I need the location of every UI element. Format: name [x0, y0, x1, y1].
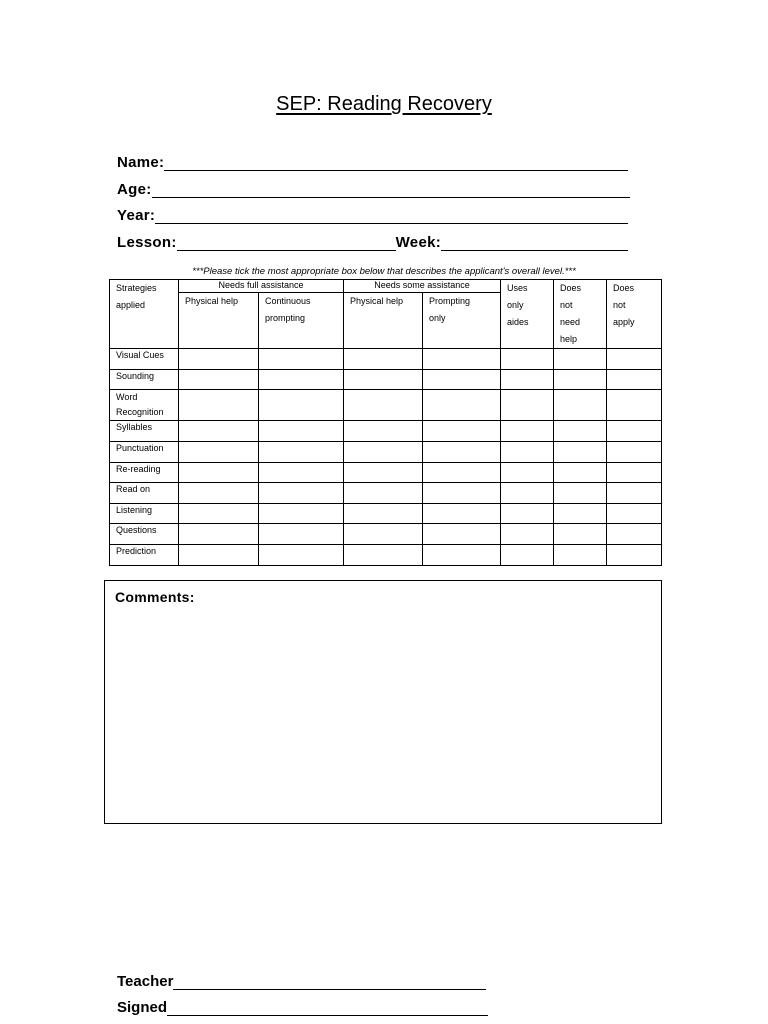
tick-box[interactable]: [501, 442, 554, 463]
table-row: [110, 390, 662, 421]
name-label: Name:: [117, 154, 165, 171]
header-needs-some-assistance: Needs some assistance: [344, 280, 501, 293]
tick-box[interactable]: [344, 524, 423, 545]
table-row: [110, 483, 662, 504]
tick-box[interactable]: [607, 442, 662, 463]
tick-box[interactable]: [423, 421, 501, 442]
strategy-label: Re-reading: [110, 463, 179, 483]
tick-box[interactable]: [554, 442, 607, 463]
tick-box[interactable]: [179, 463, 259, 483]
lesson-week-field[interactable]: [117, 231, 628, 251]
tick-box[interactable]: [259, 545, 344, 566]
tick-box[interactable]: [259, 421, 344, 442]
comments-box[interactable]: [104, 580, 662, 824]
tick-box[interactable]: [554, 463, 607, 483]
tick-box[interactable]: [423, 463, 501, 483]
tick-box[interactable]: [554, 370, 607, 390]
tick-box[interactable]: [259, 524, 344, 545]
strategy-label: Prediction: [110, 545, 179, 566]
tick-box[interactable]: [259, 390, 344, 421]
tick-box[interactable]: [259, 463, 344, 483]
age-line[interactable]: [152, 181, 630, 198]
tick-box[interactable]: [607, 349, 662, 370]
tick-box[interactable]: [554, 483, 607, 504]
header-needs-full-assistance: Needs full assistance: [179, 280, 344, 293]
tick-box[interactable]: [259, 349, 344, 370]
tick-box[interactable]: [554, 524, 607, 545]
tick-box[interactable]: [344, 390, 423, 421]
header-does-not-need-help: Does not need help: [554, 280, 607, 349]
header-prompting-only: Prompting only: [423, 292, 501, 348]
signed-label: Signed: [117, 999, 168, 1016]
strategy-table: [109, 279, 662, 566]
tick-box[interactable]: [179, 442, 259, 463]
tick-box[interactable]: [501, 463, 554, 483]
teacher-label: Teacher: [117, 973, 174, 990]
week-line[interactable]: [441, 234, 628, 251]
tick-box[interactable]: [501, 421, 554, 442]
tick-box[interactable]: [607, 524, 662, 545]
table-row: [110, 524, 662, 545]
tick-box[interactable]: [423, 545, 501, 566]
tick-box[interactable]: [501, 349, 554, 370]
tick-box[interactable]: [344, 370, 423, 390]
strategy-label: Read on: [110, 483, 179, 504]
tick-box[interactable]: [423, 390, 501, 421]
strategy-label: Word Recognition: [110, 390, 179, 421]
tick-box[interactable]: [179, 504, 259, 524]
tick-box[interactable]: [607, 463, 662, 483]
instruction-text: ***Please tick the most appropriate box below that describes the applicant's overall level.***: [192, 266, 576, 277]
tick-box[interactable]: [554, 421, 607, 442]
header-does-not-apply: Does not apply: [607, 280, 662, 349]
teacher-field[interactable]: [117, 970, 486, 990]
tick-box[interactable]: [344, 421, 423, 442]
header-continuous-prompting: Continuous prompting: [259, 292, 344, 348]
header-physical-help-full: Physical help: [179, 292, 259, 348]
signed-line[interactable]: [167, 999, 488, 1016]
strategy-label: Syllables: [110, 421, 179, 442]
tick-box[interactable]: [179, 524, 259, 545]
tick-box[interactable]: [423, 504, 501, 524]
tick-box[interactable]: [423, 349, 501, 370]
tick-box[interactable]: [344, 504, 423, 524]
name-line[interactable]: [164, 154, 628, 171]
page-title: SEP: Reading Recovery: [276, 93, 492, 115]
year-label: Year:: [117, 207, 156, 224]
lesson-label: Lesson:: [117, 234, 177, 251]
tick-box[interactable]: [501, 390, 554, 421]
tick-box[interactable]: [259, 504, 344, 524]
strategy-label: Listening: [110, 504, 179, 524]
tick-box[interactable]: [179, 390, 259, 421]
table-row: [110, 370, 662, 390]
table-row: [110, 463, 662, 483]
tick-box[interactable]: [423, 483, 501, 504]
tick-box[interactable]: [607, 390, 662, 421]
year-line[interactable]: [155, 207, 628, 224]
tick-box[interactable]: [607, 421, 662, 442]
name-field[interactable]: [117, 151, 628, 171]
tick-box[interactable]: [259, 442, 344, 463]
header-uses-only-aides: Uses only aides: [501, 280, 554, 349]
tick-box[interactable]: [554, 504, 607, 524]
strategy-label: Visual Cues: [110, 349, 179, 370]
table-row: [110, 349, 662, 370]
header-strategies: Strategies applied: [110, 280, 179, 349]
tick-box[interactable]: [501, 504, 554, 524]
tick-box[interactable]: [344, 463, 423, 483]
tick-box[interactable]: [179, 483, 259, 504]
tick-box[interactable]: [607, 545, 662, 566]
strategy-label: Questions: [110, 524, 179, 545]
strategy-label: Punctuation: [110, 442, 179, 463]
tick-box[interactable]: [179, 421, 259, 442]
lesson-line[interactable]: [177, 234, 396, 251]
tick-box[interactable]: [344, 545, 423, 566]
age-field[interactable]: [117, 178, 630, 198]
tick-box[interactable]: [501, 370, 554, 390]
year-field[interactable]: [117, 204, 628, 224]
tick-box[interactable]: [501, 545, 554, 566]
tick-box[interactable]: [607, 483, 662, 504]
tick-box[interactable]: [344, 349, 423, 370]
table-row: [110, 442, 662, 463]
tick-box[interactable]: [423, 370, 501, 390]
tick-box[interactable]: [344, 442, 423, 463]
week-label: Week:: [395, 234, 442, 251]
age-label: Age:: [117, 181, 152, 198]
teacher-line[interactable]: [173, 973, 486, 990]
signed-field[interactable]: [117, 996, 488, 1016]
tick-box[interactable]: [423, 442, 501, 463]
tick-box[interactable]: [554, 349, 607, 370]
tick-box[interactable]: [179, 545, 259, 566]
table-row: [110, 504, 662, 524]
tick-box[interactable]: [259, 483, 344, 504]
tick-box[interactable]: [607, 370, 662, 390]
header-physical-help-some: Physical help: [344, 292, 423, 348]
tick-box[interactable]: [344, 483, 423, 504]
tick-box[interactable]: [554, 390, 607, 421]
tick-box[interactable]: [179, 349, 259, 370]
tick-box[interactable]: [423, 524, 501, 545]
tick-box[interactable]: [554, 545, 607, 566]
tick-box[interactable]: [259, 370, 344, 390]
comments-label: Comments:: [115, 589, 195, 605]
tick-box[interactable]: [607, 504, 662, 524]
table-row: [110, 545, 662, 566]
table-row: [110, 421, 662, 442]
strategy-label: Sounding: [110, 370, 179, 390]
tick-box[interactable]: [501, 483, 554, 504]
tick-box[interactable]: [179, 370, 259, 390]
tick-box[interactable]: [501, 524, 554, 545]
